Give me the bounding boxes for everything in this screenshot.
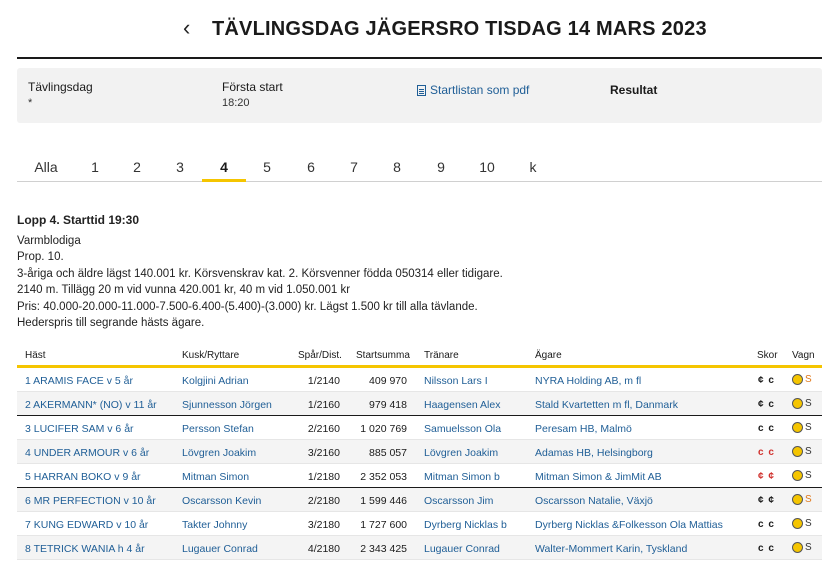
race-line: 3-åriga och äldre lägst 140.001 kr. Körsvenskrav kat. 2. Körsvenner födda 050314 eller tidigare. [17, 267, 503, 280]
page-header [0, 0, 835, 58]
tab-race-3[interactable]: 3 [176, 159, 184, 175]
tab-race-k[interactable]: k [529, 159, 537, 175]
owner-link[interactable]: Oscarsson Natalie, Växjö [535, 495, 653, 507]
active-tab-indicator [202, 179, 246, 182]
wagon-type: S [805, 542, 812, 553]
table-row [17, 392, 822, 416]
owner-link[interactable]: Mitman Simon & JimMit AB [535, 471, 662, 483]
earnings: 885 057 [369, 447, 407, 459]
driver-link[interactable]: Kolgjini Adrian [182, 375, 249, 387]
wagon-dot-icon [792, 446, 803, 457]
table-row [17, 536, 822, 560]
trainer-link[interactable]: Lugauer Conrad [424, 543, 500, 555]
table-row [17, 488, 822, 512]
tab-race-5[interactable]: 5 [263, 159, 271, 175]
header-wagon: Vagn [792, 350, 815, 361]
header-divider [17, 57, 822, 59]
wagon-indicator [792, 470, 812, 481]
header-trainer: Tränare [424, 350, 459, 361]
horse-link[interactable]: 4 UNDER ARMOUR v 6 år [25, 447, 150, 459]
wagon-dot-icon [792, 494, 803, 505]
results-link[interactable]: Resultat [610, 83, 658, 97]
wagon-type: S [805, 398, 812, 409]
first-start-label: Första start [222, 80, 283, 94]
wagon-indicator [792, 494, 812, 505]
trainer-link[interactable]: Dyrberg Nicklas b [424, 519, 507, 531]
trainer-link[interactable]: Oscarsson Jim [424, 495, 494, 507]
wagon-type: S [805, 374, 812, 385]
track-distance: 1/2140 [307, 375, 340, 387]
table-row [17, 416, 822, 440]
race-day-info [28, 80, 93, 109]
wagon-indicator [792, 446, 812, 457]
driver-link[interactable]: Mitman Simon [182, 471, 250, 483]
race-day-label: Tävlingsdag [28, 80, 93, 94]
start-list-pdf-label: Startlistan som pdf [430, 83, 530, 97]
table-row [17, 464, 822, 488]
wagon-type: S [805, 422, 812, 433]
owner-link[interactable]: Walter-Mommert Karin, Tyskland [535, 543, 688, 555]
header-driver: Kusk/Ryttare [182, 350, 240, 361]
driver-link[interactable]: Takter Johnny [182, 519, 248, 531]
tab-race-10[interactable]: 10 [479, 159, 495, 175]
driver-link[interactable]: Sjunnesson Jörgen [182, 399, 272, 411]
earnings: 2 352 053 [360, 471, 407, 483]
wagon-indicator [792, 422, 812, 433]
wagon-type: S [805, 470, 812, 481]
wagon-dot-icon [792, 422, 803, 433]
horse-link[interactable]: 1 ARAMIS FACE v 5 år [25, 375, 133, 387]
earnings: 409 970 [369, 375, 407, 387]
shoes-indicator: c c [758, 519, 775, 530]
track-distance: 2/2180 [307, 495, 340, 507]
owner-link[interactable]: Adamas HB, Helsingborg [535, 447, 653, 459]
page-title: TÄVLINGSDAG JÄGERSRO TISDAG 14 MARS 2023 [212, 18, 707, 40]
trainer-link[interactable]: Lövgren Joakim [424, 447, 499, 459]
start-list-table [17, 344, 822, 560]
shoes-indicator: c c [758, 447, 775, 458]
table-header [17, 344, 822, 368]
track-distance: 1/2160 [307, 399, 340, 411]
track-distance: 1/2180 [307, 471, 340, 483]
race-day-value: * [28, 97, 33, 109]
horse-link[interactable]: 6 MR PERFECTION v 10 år [25, 495, 156, 507]
earnings: 979 418 [369, 399, 407, 411]
pdf-link-wrapper [417, 83, 529, 97]
owner-link[interactable]: Dyrberg Nicklas &Folkesson Ola Mattias [535, 519, 723, 531]
table-row [17, 440, 822, 464]
first-start-value: 18:20 [222, 97, 250, 109]
table-body [17, 368, 822, 560]
track-distance: 2/2160 [307, 423, 340, 435]
shoes-indicator: ¢ c [758, 375, 775, 386]
tab-race-7[interactable]: 7 [350, 159, 358, 175]
wagon-type: S [805, 446, 812, 457]
shoes-indicator: c c [758, 423, 775, 434]
earnings: 1 599 446 [360, 495, 407, 507]
horse-link[interactable]: 5 HARRAN BOKO v 9 år [25, 471, 141, 483]
header-shoes: Skor [757, 350, 778, 361]
header-track: Spår/Dist. [298, 350, 342, 361]
wagon-indicator [792, 398, 812, 409]
wagon-dot-icon [792, 518, 803, 529]
horse-link[interactable]: 8 TETRICK WANIA h 4 år [25, 543, 145, 555]
tab-race-2[interactable]: 2 [133, 159, 141, 175]
tab-all[interactable]: Alla [34, 159, 58, 175]
track-distance: 3/2180 [307, 519, 340, 531]
race-line: Prop. 10. [17, 251, 64, 263]
driver-link[interactable]: Oscarsson Kevin [182, 495, 262, 507]
tab-race-6[interactable]: 6 [307, 159, 315, 175]
trainer-link[interactable]: Haagensen Alex [424, 399, 501, 411]
race-line: Hederspris till segrande hästs ägare. [17, 317, 205, 329]
header-horse: Häst [25, 350, 46, 361]
wagon-dot-icon [792, 398, 803, 409]
race-line: Pris: 40.000-20.000-11.000-7.500-6.400-(5.400)-(3.000) kr. Lägst 1.500 kr till alla tävlande. [17, 300, 478, 313]
horse-link[interactable]: 7 KUNG EDWARD v 10 år [25, 519, 149, 531]
tab-race-9[interactable]: 9 [437, 159, 445, 175]
back-chevron-icon[interactable]: ‹ [183, 15, 191, 40]
earnings: 1 020 769 [360, 423, 407, 435]
tab-race-1[interactable]: 1 [91, 159, 99, 175]
race-details [17, 212, 822, 332]
wagon-dot-icon [792, 542, 803, 553]
track-distance: 3/2160 [307, 447, 340, 459]
race-day-info-box [17, 68, 822, 123]
wagon-indicator [792, 542, 812, 553]
race-title: Lopp 4. Starttid 19:30 [17, 213, 140, 227]
wagon-dot-icon [792, 470, 803, 481]
shoes-indicator: ¢ c [758, 399, 775, 410]
wagon-indicator [792, 374, 812, 385]
wagon-type: S [805, 494, 812, 505]
header-owner: Ägare [535, 350, 562, 361]
owner-link[interactable]: Stald Kvartetten m fl, Danmark [535, 399, 678, 411]
trainer-link[interactable]: Samuelsson Ola [424, 423, 502, 435]
table-row [17, 368, 822, 392]
start-list-pdf-link[interactable] [417, 83, 529, 97]
tab-race-8[interactable]: 8 [393, 159, 401, 175]
race-line: Varmblodiga [17, 234, 81, 247]
document-icon [417, 85, 426, 96]
driver-link[interactable]: Persson Stefan [182, 423, 254, 435]
track-distance: 4/2180 [307, 543, 340, 555]
shoes-indicator: ¢ ¢ [758, 471, 775, 482]
horse-link[interactable]: 3 LUCIFER SAM v 6 år [25, 423, 134, 435]
earnings: 1 727 600 [360, 519, 407, 531]
trainer-link[interactable]: Nilsson Lars I [424, 375, 488, 387]
race-tabs [17, 150, 822, 182]
owner-link[interactable]: NYRA Holding AB, m fl [535, 375, 642, 387]
trainer-link[interactable]: Mitman Simon b [424, 471, 500, 483]
tab-race-4[interactable]: 4 [220, 159, 228, 175]
shoes-indicator: c c [758, 543, 775, 554]
wagon-type: S [805, 518, 812, 529]
wagon-dot-icon [792, 374, 803, 385]
horse-link[interactable]: 2 AKERMANN* (NO) v 11 år [25, 399, 157, 411]
shoes-indicator: ¢ ¢ [758, 495, 775, 506]
first-start-info [222, 80, 283, 109]
driver-link[interactable]: Lövgren Joakim [182, 447, 257, 459]
driver-link[interactable]: Lugauer Conrad [182, 543, 258, 555]
table-row [17, 512, 822, 536]
earnings: 2 343 425 [360, 543, 407, 555]
wagon-indicator [792, 518, 812, 529]
header-earnings: Startsumma [356, 350, 410, 361]
race-line: 2140 m. Tillägg 20 m vid vunna 420.001 kr, 40 m vid 1.050.001 kr [17, 284, 351, 296]
owner-link[interactable]: Peresam HB, Malmö [535, 423, 632, 435]
